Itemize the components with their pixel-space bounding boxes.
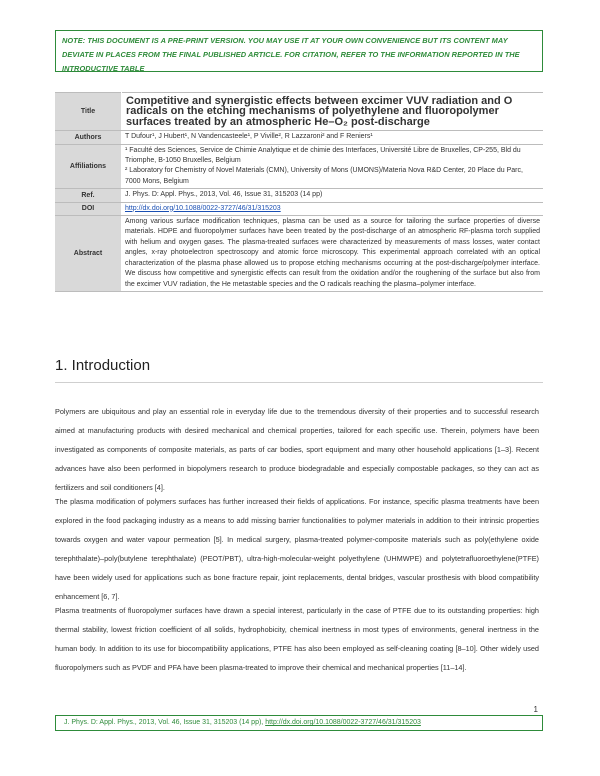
affiliations xyxy=(122,144,544,189)
authors-row xyxy=(55,131,543,144)
paragraph-2: The plasma modification of polymers surfaces has further increased their fields of applications. For instance, specific plasma treatments have been explored in the food packaging industry as a means to add missing barrier functionalities to polymer materials in addition to their intrinsic properties towards oxygen and water vapour permeation [5]. In medical surgery, plasma-treated polymer-composite materials such as poly(ethylene oxide terephthalate)–poly(butylene terephthalate) (PEOT/PBT), ultra-high-molecular-weight polyethylene (UHMWPE) and polytetrafluoroethylene(PTFE) have been widely used for applications such as bone fracture repair, joint replacements, dental bridges, vascular prosthesis with blood compatibility enhancement [6, 7]. xyxy=(55,497,539,601)
abstract-label: Abstract xyxy=(55,216,122,292)
section-heading: 1. Introduction xyxy=(55,357,151,374)
paragraph-3: Plasma treatments of fluoropolymer surfaces have drawn a special interest, particularly in the case of PTFE due to its outstanding properties: high thermal stability, lowest friction coefficient of all solids, hydrophobicity, chemical inertness in most types of environments, general inertness in the human body. In addition to its use for biocompatibility applications, PTFE has also been employed as self-cleaning coating [8–10]. Other widely used fluoropolymers such as PVDF and PFA have been plasma-treated to improve their chemical and mechanical properties [11–14]. xyxy=(55,606,539,672)
authors: T Dufour¹, J Hubert¹, N Vandencasteele¹, P Viville², R Lazzaroni² and F Reniers¹ xyxy=(122,131,544,144)
footer-citation-box xyxy=(55,715,543,731)
affiliations-row xyxy=(55,144,543,189)
footer-citation: J. Phys. D: Appl. Phys., 2013, Vol. 46, Issue 31, 315203 (14 pp), xyxy=(64,719,264,726)
affiliation-2: ² Laboratory for Chemistry of Novel Materials (CMN), University of Mons (UMONS)/Materia Nova R&D Center, 20 Place du Parc, 7000 Mons, Belgium xyxy=(125,167,523,185)
footer-doi-link[interactable]: http://dx.doi.org/10.1088/0022-3727/46/31/315203 xyxy=(265,719,421,726)
metadata-table xyxy=(55,92,543,292)
ref-row xyxy=(55,189,543,202)
preprint-notice: NOTE: THIS DOCUMENT IS A PRE-PRINT VERSION. YOU MAY USE IT AT YOUR OWN CONVENIENCE BUT ITS CONTENT MAY DEVIATE IN PLACES FROM THE FINAL PUBLISHED ARTICLE. FOR CITATION, REFER TO THE INFORMATION REPORTED IN THE INTRODUCTIVE TABLE xyxy=(55,30,543,72)
title-label: Title xyxy=(55,93,122,131)
paper-title: Competitive and synergistic effects between excimer VUV radiation and O radicals on the etching mechanisms of polyethylene and fluoropolymer surfaces treated by an atmospheric He–O₂ post-discharge xyxy=(122,93,544,131)
doi-row xyxy=(55,202,543,215)
page-number: 1 xyxy=(533,705,538,714)
abstract: Among various surface modification techniques, plasma can be used as a source for tailoring the surface properties of diverse materials. HDPE and fluoropolymer surfaces have been treated by the post-discharge of an atmospheric RF-plasma torch supplied with helium and oxygen gases. The plasma-treated surfaces were characterized by measurements of mass losses, water contact angles, x-ray photoelectron spectroscopy and atomic force microscopy. This experimental approach correlated with an optical characterization of the plasma phase allowed us to propose etching mechanisms occurring at the post-discharge/polymer interface. We discuss how competitive and synergistic effects can result from the oxidation and/or the roughening of the surface but also from the excimer VUV radiation, the He metastable species and the O radicals reaching the plasma–polymer interface. xyxy=(122,216,544,292)
paragraph-1: Polymers are ubiquitous and play an essential role in everyday life due to the tremendous diversity of their properties and to successful research aimed at manufacturing products with desired mechanical and chemical properties, tailored for each specific use. Therein, polymers have been investigated as components of composite materials, as parts of car bodies, sport equipment and many other household applications [1–3]. Recent advances have also been performed in biopolymers research to produce biodegradable and especially compostable packages, so they can act as fertilizers and soil conditioners [4]. xyxy=(55,407,539,492)
abstract-row xyxy=(55,216,543,292)
affiliation-1: ¹ Faculté des Sciences, Service de Chimie Analytique et de chimie des Interfaces, Université Libre de Bruxelles, CP-255, Bld du Triomphe, B-1050 Bruxelles, Belgium xyxy=(125,146,521,165)
title-row xyxy=(55,93,543,131)
doi-label: DOI xyxy=(55,202,122,215)
affiliations-label: Affiliations xyxy=(55,144,122,189)
heading-divider xyxy=(55,382,543,383)
ref-label: Ref. xyxy=(55,189,122,202)
doi-link[interactable]: http://dx.doi.org/10.1088/0022-3727/46/31/315203 xyxy=(125,204,281,212)
reference: J. Phys. D: Appl. Phys., 2013, Vol. 46, Issue 31, 315203 (14 pp) xyxy=(122,189,544,202)
authors-label: Authors xyxy=(55,131,122,144)
